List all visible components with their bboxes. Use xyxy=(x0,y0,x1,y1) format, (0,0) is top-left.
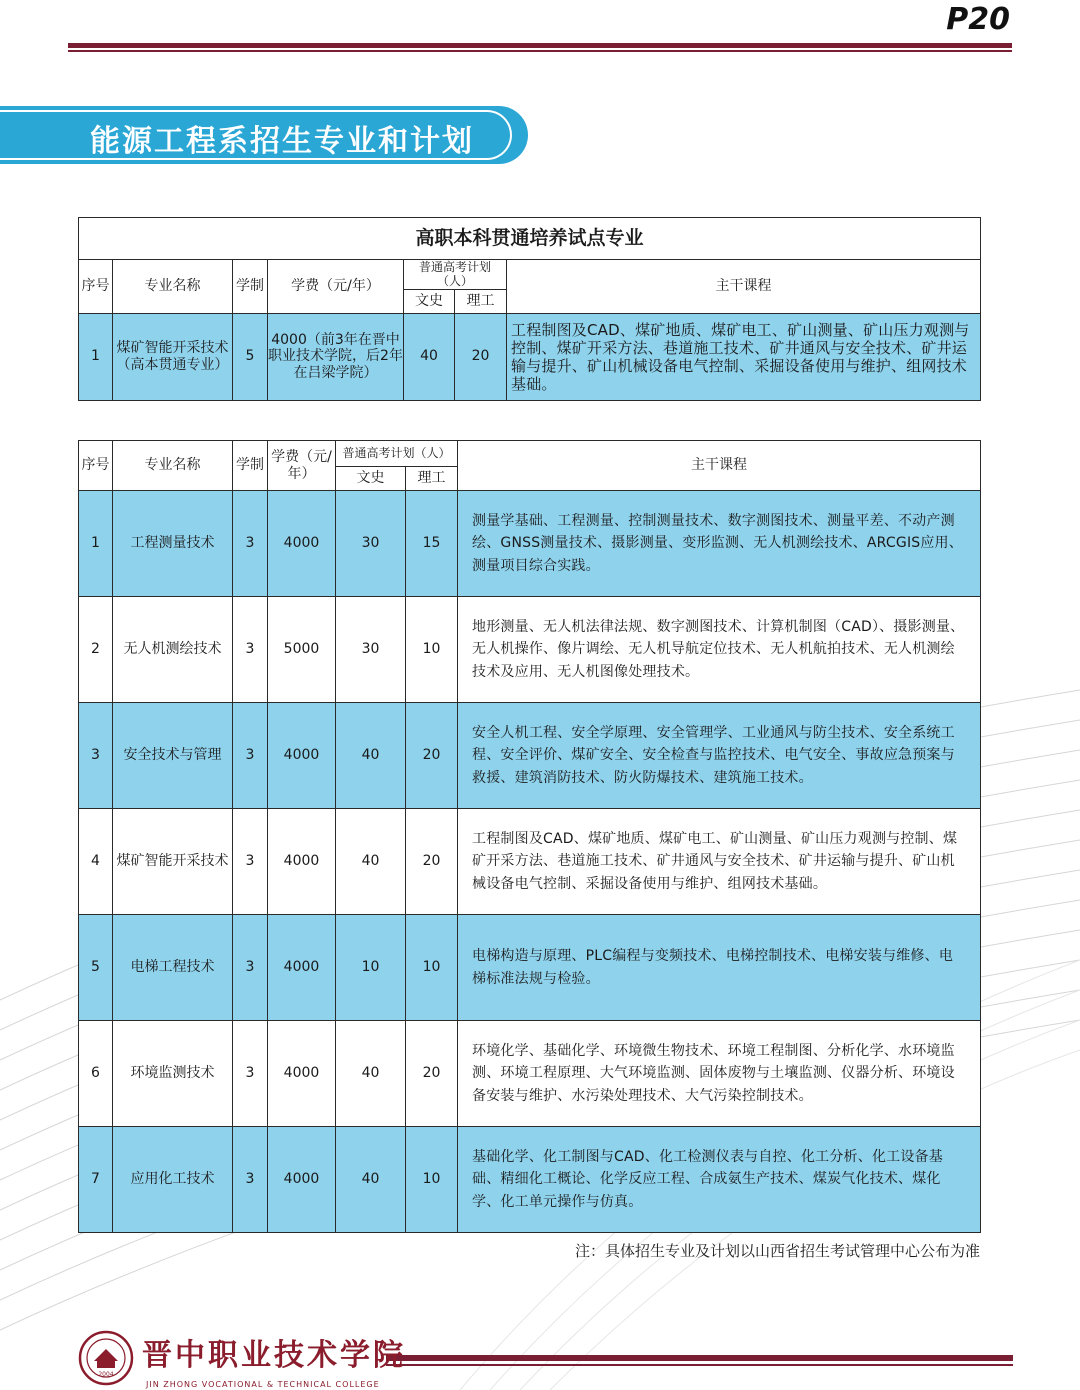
cell-arts: 30 xyxy=(336,491,406,597)
cell-arts: 40 xyxy=(336,1021,406,1127)
cell-fee: 4000 xyxy=(268,703,336,809)
cell-science: 10 xyxy=(406,1127,458,1233)
cell-arts: 10 xyxy=(336,915,406,1021)
cell-seq: 2 xyxy=(79,597,113,703)
header-major: 专业名称 xyxy=(113,260,233,314)
cell-science: 10 xyxy=(406,915,458,1021)
cell-fee: 4000（前3年在晋中职业技术学院，后2年在吕梁学院） xyxy=(268,313,404,400)
cell-seq: 1 xyxy=(79,313,113,400)
header-arts: 文史 xyxy=(404,289,455,313)
cell-science: 15 xyxy=(406,491,458,597)
cell-duration: 3 xyxy=(233,809,268,915)
table-row xyxy=(79,809,981,915)
cell-duration: 3 xyxy=(233,703,268,809)
header-duration: 学制 xyxy=(233,260,268,314)
table-row xyxy=(79,703,981,809)
header-fee: 学费（元/年） xyxy=(268,260,404,314)
cell-arts: 40 xyxy=(336,703,406,809)
cell-courses: 地形测量、无人机法律法规、数字测图技术、计算机制图（CAD）、摄影测量、无人机操作、像片调绘、无人机导航定位技术、无人机航拍技术、无人机测绘技术及应用、无人机图像处理技术。 xyxy=(458,597,981,703)
cell-fee: 4000 xyxy=(268,915,336,1021)
table-row xyxy=(79,1127,981,1233)
school-name-logo: 晋中职业技术学院 xyxy=(142,1338,406,1373)
cell-seq: 3 xyxy=(79,703,113,809)
table-row xyxy=(79,915,981,1021)
cell-seq: 4 xyxy=(79,809,113,915)
cell-science: 20 xyxy=(406,809,458,915)
cell-fee: 4000 xyxy=(268,1021,336,1127)
cell-fee: 4000 xyxy=(268,809,336,915)
cell-major: 无人机测绘技术 xyxy=(113,597,233,703)
cell-major: 应用化工技术 xyxy=(113,1127,233,1233)
header-major: 专业名称 xyxy=(113,441,233,491)
table-caption: 高职本科贯通培养试点专业 xyxy=(79,218,981,260)
cell-seq: 1 xyxy=(79,491,113,597)
cell-science: 20 xyxy=(406,703,458,809)
cell-courses: 环境化学、基础化学、环境微生物技术、环境工程制图、分析化学、水环境监测、环境工程原理、大气环境监测、固体废物与土壤监测、仪器分析、环境设备安装与维护、水污染处理技术、大气污染控制技术。 xyxy=(458,1021,981,1127)
table-row xyxy=(79,491,981,597)
header-science: 理工 xyxy=(406,467,458,491)
cell-seq: 6 xyxy=(79,1021,113,1127)
cell-science: 20 xyxy=(406,1021,458,1127)
pilot-program-table xyxy=(78,217,981,401)
cell-fee: 4000 xyxy=(268,1127,336,1233)
top-rule xyxy=(68,43,1012,48)
cell-courses: 工程制图及CAD、煤矿地质、煤矿电工、矿山测量、矿山压力观测与控制、煤矿开采方法、巷道施工技术、矿井通风与安全技术、矿井运输与提升、矿山机械设备电气控制、采掘设备使用与维护、组网技术基础。 xyxy=(458,809,981,915)
table-row xyxy=(79,313,981,400)
table-row xyxy=(79,597,981,703)
programs-table xyxy=(78,440,981,1233)
header-courses: 主干课程 xyxy=(458,441,981,491)
header-seq: 序号 xyxy=(79,441,113,491)
cell-major: 电梯工程技术 xyxy=(113,915,233,1021)
cell-duration: 3 xyxy=(233,491,268,597)
cell-duration: 3 xyxy=(233,597,268,703)
cell-courses: 测量学基础、工程测量、控制测量技术、数字测图技术、测量平差、不动产测绘、GNSS测量技术、摄影测量、变形监测、无人机测绘技术、ARCGIS应用、测量项目综合实践。 xyxy=(458,491,981,597)
cell-duration: 3 xyxy=(233,1021,268,1127)
header-seq: 序号 xyxy=(79,260,113,314)
cell-major: 煤矿智能开采技术 xyxy=(113,809,233,915)
header-plan: 普通高考计划（人） xyxy=(404,260,507,290)
header-arts: 文史 xyxy=(336,467,406,491)
cell-fee: 5000 xyxy=(268,597,336,703)
school-name-english: JIN ZHONG VOCATIONAL & TECHNICAL COLLEGE xyxy=(146,1380,380,1389)
cell-courses: 基础化学、化工制图与CAD、化工检测仪表与自控、化工分析、化工设备基础、精细化工概论、化学反应工程、合成氨生产技术、煤炭气化技术、煤化学、化工单元操作与仿真。 xyxy=(458,1127,981,1233)
cell-arts: 40 xyxy=(336,1127,406,1233)
section-banner xyxy=(0,106,528,164)
cell-major: 煤矿智能开采技术（高本贯通专业） xyxy=(113,313,233,400)
bottom-rule-thin xyxy=(386,1364,1013,1366)
table-row xyxy=(79,1021,981,1127)
cell-major: 工程测量技术 xyxy=(113,491,233,597)
cell-science: 20 xyxy=(455,313,507,400)
cell-arts: 30 xyxy=(336,597,406,703)
seal-year: 2004 xyxy=(98,1371,114,1378)
cell-major: 环境监测技术 xyxy=(113,1021,233,1127)
cell-courses: 安全人机工程、安全学原理、安全管理学、工业通风与防尘技术、安全系统工程、安全评价、煤矿安全、安全检查与监控技术、电气安全、事故应急预案与救援、建筑消防技术、防火防爆技术、建筑施工技术。 xyxy=(458,703,981,809)
header-fee: 学费（元/年） xyxy=(268,441,336,491)
school-seal-icon xyxy=(78,1330,134,1386)
cell-fee: 4000 xyxy=(268,491,336,597)
footnote: 注：具体招生专业及计划以山西省招生考试管理中心公布为准 xyxy=(574,1242,980,1260)
header-duration: 学制 xyxy=(233,441,268,491)
cell-courses: 电梯构造与原理、PLC编程与变频技术、电梯控制技术、电梯安装与维修、电梯标准法规与检验。 xyxy=(458,915,981,1021)
cell-seq: 7 xyxy=(79,1127,113,1233)
cell-arts: 40 xyxy=(404,313,455,400)
banner-title: 能源工程系招生专业和计划 xyxy=(90,124,474,159)
cell-duration: 3 xyxy=(233,915,268,1021)
header-courses: 主干课程 xyxy=(507,260,981,314)
cell-major: 安全技术与管理 xyxy=(113,703,233,809)
cell-seq: 5 xyxy=(79,915,113,1021)
top-rule-thin xyxy=(68,50,1012,52)
cell-arts: 40 xyxy=(336,809,406,915)
bottom-rule xyxy=(386,1355,1013,1361)
cell-duration: 5 xyxy=(233,313,268,400)
cell-duration: 3 xyxy=(233,1127,268,1233)
page-number: P20 xyxy=(946,2,1010,37)
header-plan: 普通高考计划（人） xyxy=(336,441,458,467)
cell-science: 10 xyxy=(406,597,458,703)
header-science: 理工 xyxy=(455,289,507,313)
cell-courses: 工程制图及CAD、煤矿地质、煤矿电工、矿山测量、矿山压力观测与控制、煤矿开采方法、巷道施工技术、矿井通风与安全技术、矿井运输与提升、矿山机械设备电气控制、采掘设备使用与维护、组网技术基础。 xyxy=(507,313,981,400)
